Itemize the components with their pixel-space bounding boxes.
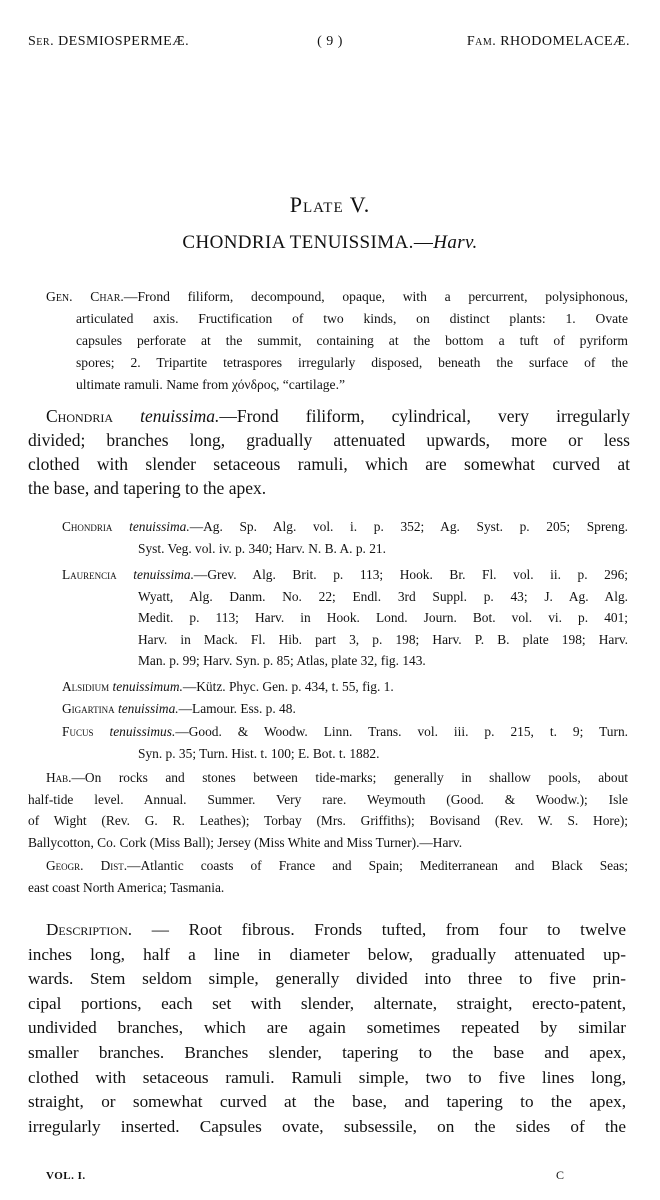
synonym-genus: Alsidium xyxy=(62,679,110,694)
synonym-entry xyxy=(62,564,628,672)
synonym-line: Wyatt, Alg. Danm. No. 22; Endl. 3rd Suppl. p. 43; J. Ag. Alg. xyxy=(138,588,628,604)
geographic-distribution xyxy=(28,855,628,898)
description-line: Description. — Root fibrous. Fronds tufted, from four to twelve xyxy=(46,920,626,939)
synonym-epithet: tenuissima. xyxy=(117,701,179,716)
volume-signature: VOL. I. xyxy=(46,1170,86,1182)
synonym-entry xyxy=(62,698,628,720)
description-line: inches long, half a line in diameter below, gradually attenuated up- xyxy=(28,944,626,964)
synonym-genus: Laurencia xyxy=(62,567,117,582)
gen-char-line: Gen. Char.—Frond filiform, decompound, opaque, with a percurrent, polysiphonous, xyxy=(46,289,628,304)
synonym-genus: Fucus xyxy=(62,724,94,739)
generic-character xyxy=(46,286,628,396)
species-diagnosis xyxy=(28,404,630,500)
species-author: Harv. xyxy=(433,232,478,253)
synonym-epithet: tenuissimum. xyxy=(112,679,183,694)
synonym-line: Man. p. 99; Harv. Syn. p. 85; Atlas, plate 32, fig. 143. xyxy=(138,653,426,668)
habitat-line: Hab.—On rocks and stones between tide-marks; generally in shallow pools, about xyxy=(46,770,628,785)
synonym-entry xyxy=(62,721,628,764)
gen-char-label: Gen. Char. xyxy=(46,289,124,304)
synonym-epithet: tenuissima. xyxy=(129,519,190,534)
geogr-line: Geogr. Dist.—Atlantic coasts of France and Spain; Mediterranean and Black Seas; xyxy=(46,858,628,873)
habitat-line: of Wight (Rev. G. R. Leathes); Torbay (Mrs. Griffiths); Bovisand (Rev. W. S. Hore); xyxy=(28,813,628,828)
species-title xyxy=(0,232,660,254)
description-line: irregularly inserted. Capsules ovate, subsessile, on the sides of the xyxy=(28,1116,626,1136)
gen-char-line: ultimate ramuli. Name from χόνδρος, “cartilage.” xyxy=(76,377,346,392)
geogr-label: Geogr. Dist. xyxy=(46,858,128,873)
diagnosis-line: Chondria tenuissima.—Frond filiform, cylindrical, very irregularly xyxy=(46,406,630,426)
description-label: Description. xyxy=(46,920,133,939)
synonym-line: Fucus tenuissimus.—Good. & Woodw. Linn. Trans. vol. iii. p. 215, t. 9; Turn. xyxy=(62,724,628,739)
synonym-genus: Chondria xyxy=(62,519,113,534)
diagnosis-line: the base, and tapering to the apex. xyxy=(28,478,267,498)
gen-char-line: spores; 2. Tripartite tetraspores irregularly disposed, beneath the surface of the xyxy=(76,355,628,370)
plate-title: Plate V. xyxy=(289,192,371,217)
synonym-line: Syst. Veg. vol. iv. p. 340; Harv. N. B. A. p. 21. xyxy=(138,540,386,556)
diagnosis-genus: Chondria xyxy=(46,406,114,426)
species-name: CHONDRIA TENUISSIMA.— xyxy=(182,232,434,253)
gathering-signature: C xyxy=(556,1168,565,1182)
synonym-line: Alsidium tenuissimum.—Kütz. Phyc. Gen. p. 434, t. 55, fig. 1. xyxy=(62,679,394,694)
habitat-line: Ballycotton, Co. Cork (Miss Ball); Jersey (Miss White and Miss Turner).—Harv. xyxy=(28,834,463,850)
synonym-line: Syn. p. 35; Turn. Hist. t. 100; E. Bot. t. 1882. xyxy=(138,745,380,761)
description-line: straight, or somewhat curved at the base, and tapering to the apex, xyxy=(28,1092,626,1112)
description-line: clothed with setaceous ramuli. Ramuli simple, two to five lines long, xyxy=(28,1067,626,1087)
synonym-line: Chondria tenuissima.—Ag. Sp. Alg. vol. i. p. 352; Ag. Syst. p. 205; Spreng. xyxy=(62,519,628,534)
synonym-line: Laurencia tenuissima.—Grev. Alg. Brit. p. 113; Hook. Br. Fl. vol. ii. p. 296; xyxy=(62,567,628,582)
synonym-line: Gigartina tenuissima.—Lamour. Ess. p. 48. xyxy=(62,701,296,716)
diagnosis-line: divided; branches long, gradually attenuated upwards, more or less xyxy=(28,430,630,450)
description-line: wards. Stem seldom simple, generally divided into three to five prin- xyxy=(28,969,626,989)
description-line: undivided branches, which are again sometimes repeated by similar xyxy=(28,1018,626,1038)
page-number: ( 9 ) xyxy=(317,34,343,49)
habitat-paragraph xyxy=(28,767,628,853)
gen-char-line: articulated axis. Fructification of two kinds, on distinct plants: 1. Ovate xyxy=(76,311,628,326)
habitat-line: half-tide level. Annual. Summer. Very rare. Weymouth (Good. & Woodw.); Isle xyxy=(28,791,628,807)
habitat-label: Hab. xyxy=(46,770,72,785)
diagnosis-line: clothed with slender setaceous ramuli, which are somewhat curved at xyxy=(28,454,630,474)
synonym-line: Harv. in Mack. Fl. Hib. part 3, p. 198; Harv. P. B. plate 198; Harv. xyxy=(138,631,628,647)
gen-char-line: capsules perforate at the summit, containing at the bottom a tuft of pyriform xyxy=(76,333,628,348)
synonym-entry xyxy=(62,676,628,698)
running-header-family: Fam. RHODOMELACEÆ. xyxy=(466,34,630,49)
synonym-epithet: tenuissima. xyxy=(133,567,194,582)
description-paragraph xyxy=(28,918,626,1139)
running-header-series: Ser. DESMIOSPERMEÆ. xyxy=(28,34,190,49)
synonym-entry xyxy=(62,516,628,559)
synonym-genus: Gigartina xyxy=(62,701,115,716)
geogr-line: east coast North America; Tasmania. xyxy=(28,879,225,895)
synonym-line: Medit. p. 113; Harv. in Hook. Lond. Journ. Bot. vol. vi. p. 401; xyxy=(138,610,628,625)
description-line: cipal portions, each set with slender, alternate, straight, erecto-patent, xyxy=(28,993,626,1013)
diagnosis-species: tenuissima. xyxy=(140,406,220,426)
synonym-epithet: tenuissimus. xyxy=(109,724,176,739)
description-line: smaller branches. Branches slender, tapering to the base and apex, xyxy=(28,1042,626,1062)
